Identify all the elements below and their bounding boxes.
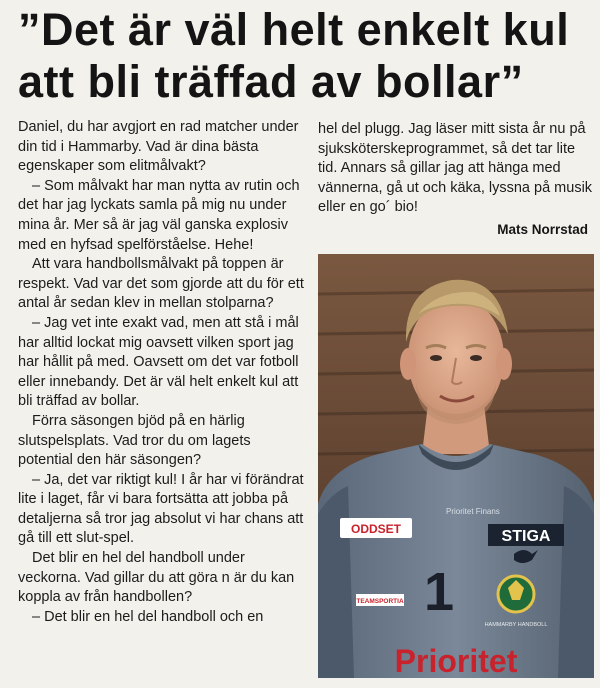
- paragraph: Det blir en hel del handboll under veckorna. Vad gillar du att göra n är du kan koppla av från handbollen?: [18, 550, 295, 606]
- oddset-text: ODDSET: [350, 522, 402, 536]
- paragraph: – Ja, det var riktigt kul! I år har vi förändrat lite i laget, får vi bara fortsätta att jobba på detaljerna så tror jag absolut vi har chans att gå till ett slut-spel.: [18, 471, 304, 547]
- prioritet-text: Prioritet: [394, 643, 518, 678]
- right-text-column: [318, 120, 594, 218]
- hammarby-crest-icon: [498, 576, 534, 612]
- article-headline: [18, 4, 590, 108]
- oddset-logo: [340, 518, 412, 538]
- prioritet-small-text: Prioritet Finans: [446, 507, 500, 516]
- author-byline: Mats Norrstad: [497, 222, 588, 237]
- paragraph: – Jag vet inte exakt vad, men att stå i mål har alltid lockat mig oavsett vilken sport jag har hållit på med. Oavsett om det var fotboll eller innebandy. Det är väl helt enkelt kul att bli träffad av bollar.: [18, 314, 299, 410]
- stiga-text: STIGA: [501, 528, 551, 545]
- paragraph: Förra säsongen bjöd på en härlig slutspelsplats. Vad tror du om lagets potential den här säsongen?: [18, 412, 251, 469]
- teamsportia-text: TEAMSPORTIA: [356, 598, 404, 605]
- hammarby-small-text: HAMMARBY HANDBOLL: [484, 622, 548, 628]
- headline-line-2: att bli träffad av bollar”: [18, 56, 524, 107]
- teamsportia-logo: [356, 594, 404, 606]
- left-text-column: [18, 118, 306, 627]
- player-photo: [318, 254, 594, 678]
- jersey-number: 1: [424, 562, 455, 622]
- headline-line-1: ”Det är väl helt enkelt kul: [18, 4, 570, 55]
- paragraph: – Det blir en hel del handboll och en: [32, 608, 264, 625]
- paragraph: Att vara handbollsmålvakt på toppen är respekt. Vad var det som gjorde att du för ett antal år sedan klev in mellan stolparna?: [18, 256, 304, 312]
- stiga-logo: [488, 524, 564, 546]
- paragraph: – Som målvakt har man nytta av rutin och det har jag lyckats samla på mig nu under mina år. Mer så är jag väl ganska explosiv med en hyfsad spelförståelse. Hehe!: [18, 177, 300, 253]
- paragraph: Daniel, du har avgjort en rad matcher under din tid i Hammarby. Vad är dina bästa egenskaper som elitmålvakt?: [18, 119, 299, 175]
- paragraph: hel del plugg. Jag läser mitt sista år nu på sjuksköterskeprogrammet, så det tar lite tid. Annars så gillar jag att hänga med vännerna, gå ut och käka, lyssna på musik eller en go´ bio!: [318, 121, 593, 216]
